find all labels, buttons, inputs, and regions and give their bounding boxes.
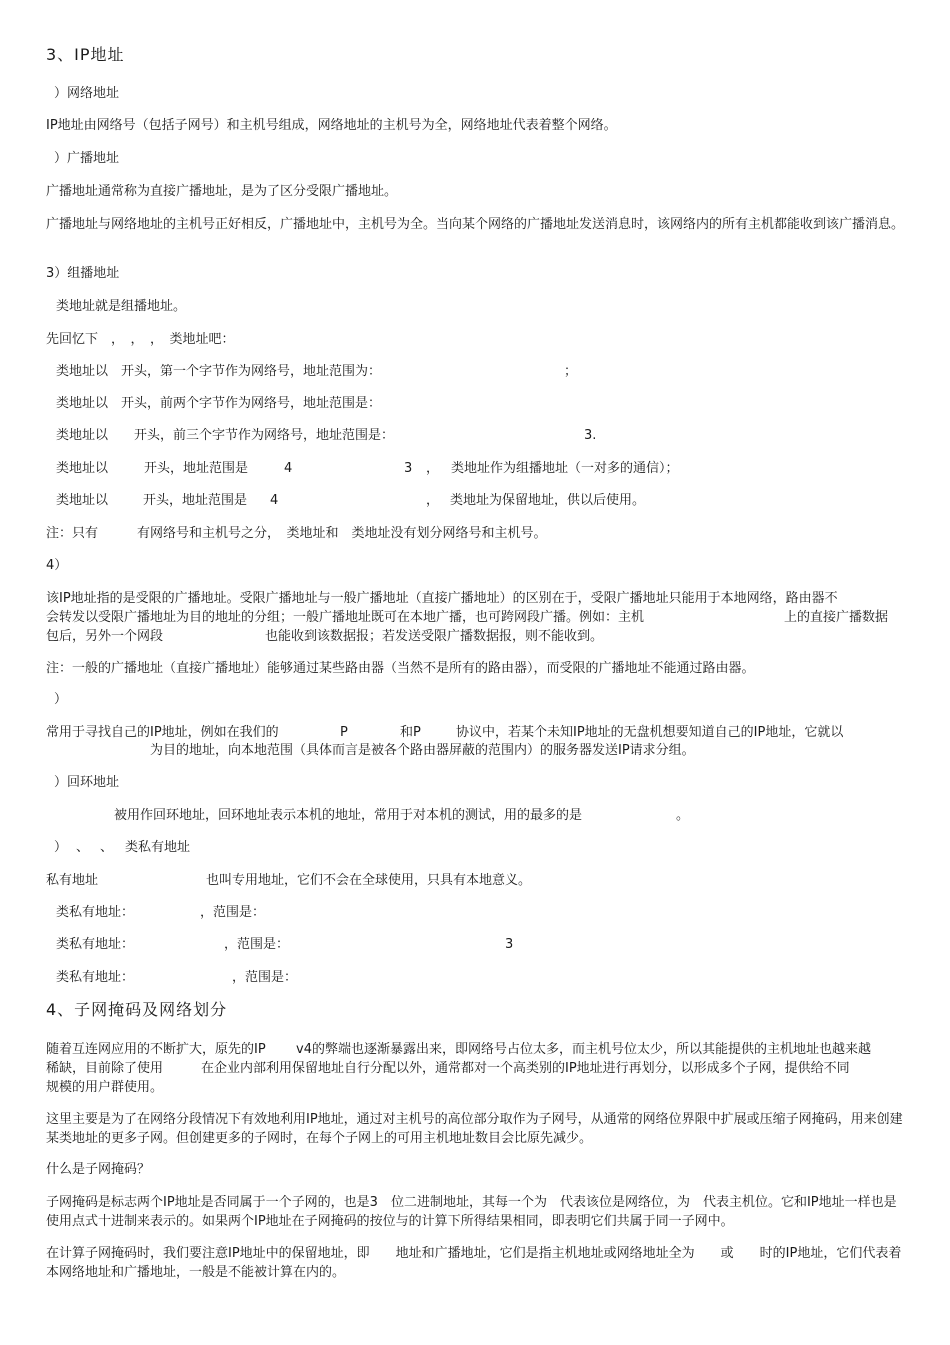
text: 4 <box>284 461 293 476</box>
text: 也能收到该数据报；若发送受限广播数据报，则不能收到。 <box>265 629 604 644</box>
paragraph <box>46 1042 910 1098</box>
section-heading-ip-address: 3、IP地址 <box>46 45 125 64</box>
text: 稀缺，目前除了使用 <box>46 1061 164 1076</box>
text: ，范围是： <box>232 970 298 985</box>
section-heading-subnet-mask: 4、子网掩码及网络划分 <box>46 1000 228 1019</box>
class-line <box>56 428 616 444</box>
text: ， <box>426 461 440 476</box>
text: 开头，地址范围是 <box>143 493 248 508</box>
subheading-broadcast-address: ）广播地址 <box>54 151 120 166</box>
paragraph: 广播地址与网络地址的主机号正好相反，广播地址中，主机号为全。当向某个网络的广播地址发送消息时，该网络内的所有主机都能收到该广播消息。 <box>46 217 905 232</box>
text: P <box>340 725 348 740</box>
class-line <box>56 461 716 477</box>
text: ，范围是： <box>200 905 266 920</box>
subheading-multicast-address: 3）组播地址 <box>46 266 120 281</box>
text: 3 <box>505 937 514 952</box>
class-line: 类地址以 开头，前两个字节作为网络号，地址范围是： <box>56 396 382 411</box>
text: ， <box>426 493 440 508</box>
note: 注：一般的广播地址（直接广播地址）能够通过某些路由器（当然不是所有的路由器），而受限的广播地址不能通过路由器。 <box>46 661 755 676</box>
subheading-loopback-address: ）回环地址 <box>54 775 120 790</box>
text: 规模的用户群使用。 <box>46 1080 164 1095</box>
paragraph: 类地址就是组播地址。 <box>56 299 187 314</box>
text: 类地址为保留地址，供以后使用。 <box>450 493 646 508</box>
text: 为目的地址，向本地范围（具体而言是被各个路由器屏蔽的范围内）的服务器发送IP请求分组。 <box>150 743 695 758</box>
class-line <box>56 364 616 380</box>
paragraph: 先回忆下 ， ， ， 类地址吧： <box>46 332 235 347</box>
text: 类地址以 <box>56 461 109 476</box>
note: 注：只有 有网络号和主机号之分， 类地址和 类地址没有划分网络号和主机号。 <box>46 526 547 541</box>
paragraph: 在计算子网掩码时，我们要注意IP地址中的保留地址，即 地址和广播地址，它们是指主机地址或网络地址全为 或 时的IP地址，它们代表着本网络地址和广播地址，一般是不能被计算在内的。 <box>46 1246 902 1280</box>
text: ； <box>564 364 578 379</box>
text: 也叫专用地址，它们不会在全球使用，只具有本地意义。 <box>206 873 532 888</box>
text: 类地址以 开头，第一个字节作为网络号，地址范围为： <box>56 364 382 379</box>
text: 私有地址 <box>46 873 99 888</box>
text: 3 <box>404 461 413 476</box>
text: 、 <box>100 840 114 855</box>
text: 。 <box>676 808 690 823</box>
text: 、 <box>76 840 90 855</box>
text: 4 <box>270 493 279 508</box>
text: 类地址以 <box>56 493 109 508</box>
text: 该IP地址指的是受限的广播地址。受限广播地址与一般广播地址（直接广播地址）的区别在于，受限广播地址只能用于本地网络，路由器不 <box>46 591 838 606</box>
text: 类私有地址： <box>56 937 135 952</box>
text: 会转发以受限广播地址为目的地址的分组；一般广播地址既可在本地广播，也可跨网段广播。例如：主机 <box>46 610 645 625</box>
paragraph <box>46 591 910 647</box>
text: 类私有地址： <box>56 970 135 985</box>
question: 什么是子网掩码？ <box>46 1162 151 1177</box>
text: 和P <box>400 725 421 740</box>
text: ，范围是： <box>224 937 290 952</box>
paragraph: 这里主要是为了在网络分段情况下有效地利用IP地址，通过对主机号的高位部分取作为子网号，从通常的网络位界限中扩展或压缩子网掩码，用来创建某类地址的更多子网。但创建更多的子网时，在每个子网上的可用主机地址数目会比原先减少。 <box>46 1112 903 1146</box>
text: 开头，地址范围是 <box>144 461 249 476</box>
text: 3. <box>584 428 597 443</box>
text: 协议中，若某个未知IP地址的无盘机想要知道自己的IP地址，它就以 <box>456 725 844 740</box>
text: 上的直接广播数据 <box>784 610 889 625</box>
subheading-network-address: ）网络地址 <box>54 86 120 101</box>
text: 包后，另外一个网段 <box>46 629 164 644</box>
paragraph: IP地址由网络号（包括子网号）和主机号组成，网络地址的主机号为全，网络地址代表着整个网络。 <box>46 118 617 133</box>
text: 随着互连网应用的不断扩大，原先的IP <box>46 1042 266 1057</box>
text: v4的弊端也逐渐暴露出来，即网络号占位太多，而主机号位太少，所以其能提供的主机地址也越来越 <box>296 1042 871 1057</box>
class-line <box>56 493 716 509</box>
paragraph: 子网掩码是标志两个IP地址是否同属于一个子网的，也是3 位二进制地址，其每一个为 代表该位是网络位，为 代表主机位。它和IP地址一样也是使用点式十进制来表示的。如果两个IP地址在子网掩码的按位与的计算下所得结果相同，即表明它们共属于同一子网中。 <box>46 1195 897 1229</box>
text: 类地址作为组播地址（一对多的通信）； <box>451 461 679 476</box>
text: 被用作回环地址，回环地址表示本机的地址，常用于对本机的测试，用的最多的是 <box>114 808 583 823</box>
text: ） <box>54 840 68 855</box>
text: 类私有地址 <box>125 840 191 855</box>
text: 类私有地址： <box>56 905 135 920</box>
paragraph <box>46 725 910 761</box>
text: 在企业内部利用保留地址自行分配以外，通常都对一个高类别的IP地址进行再划分，以形成多个子网，提供给不同 <box>201 1061 850 1076</box>
subheading-limited-broadcast: 4） <box>46 558 68 573</box>
subheading: ） <box>54 692 68 707</box>
paragraph: 广播地址通常称为直接广播地址，是为了区分受限广播地址。 <box>46 184 398 199</box>
text: 类地址以 开头，前三个字节作为网络号，地址范围是： <box>56 428 395 443</box>
text: 常用于寻找自己的IP地址，例如在我们的 <box>46 725 279 740</box>
